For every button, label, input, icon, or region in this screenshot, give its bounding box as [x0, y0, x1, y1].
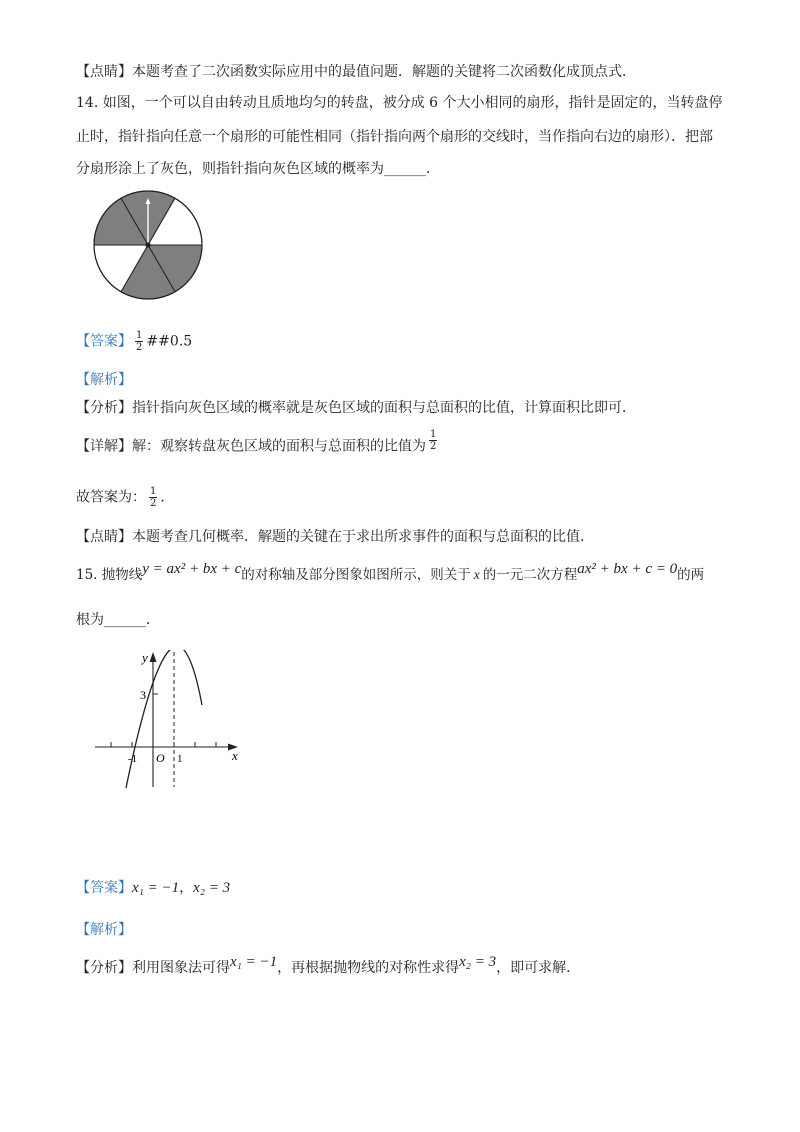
xiangjie-14: [76, 429, 440, 458]
q14-line-1: 14. 如图，一个可以自由转动且质地均匀的转盘，被分成 6 个大小相同的扇形，指针是固定的，当转盘停: [76, 95, 723, 111]
origin-label: O: [156, 751, 165, 765]
q15-variable: x: [473, 567, 480, 582]
answer-alt: ##0.5: [146, 333, 193, 350]
parabola-curve: [126, 650, 202, 788]
q15-mid2: 的一元二次方程: [482, 567, 578, 583]
fraction-denominator: 2: [430, 441, 437, 452]
answer-fraction: [135, 330, 143, 353]
parabola-graph: [92, 650, 242, 790]
fenxi-tag: 【分析】: [76, 960, 132, 976]
fenxi-14: [76, 398, 636, 418]
guda-text: 故答案为：: [76, 489, 146, 506]
q14-line-3: 分扇形涂上了灰色，则指针指向灰色区域的概率为______．: [76, 161, 440, 177]
y-tick-label-3: 3: [140, 688, 146, 702]
dianjing-14: [76, 527, 594, 547]
x-axis-label: x: [232, 748, 238, 763]
q15-quadratic-equation: ax² + bx + c = 0: [577, 561, 678, 577]
fraction-denominator: 2: [136, 342, 143, 353]
answer-tag: 【答案】: [76, 333, 132, 350]
fenxi-text: 指针指向灰色区域的概率就是灰色区域的面积与总面积的比值，计算面积比即可．: [132, 400, 636, 416]
dianjing-tag: 【点睛】: [76, 64, 132, 80]
fenxi-root-2: x₂ = 3: [459, 954, 497, 970]
xiangjie-tag: 【详解】: [76, 438, 132, 455]
fenxi-tag: 【分析】: [76, 400, 132, 416]
fenxi-text-1: 利用图象法可得: [132, 960, 230, 976]
y-axis-label: y: [142, 650, 148, 665]
x-tick-label-neg1: -1: [128, 753, 138, 765]
dianjing-text: 本题考查了二次函数实际应用中的最值问题．解题的关键将二次函数化成顶点式．: [132, 64, 636, 80]
y-axis-arrow-icon: [150, 652, 157, 662]
q15-line-2: 根为______．: [76, 612, 160, 628]
dianjing-tag: 【点睛】: [76, 529, 132, 545]
jiexi-15: 【解析】: [76, 922, 132, 938]
q15-parabola-equation: y = ax² + bx + c: [142, 561, 242, 577]
x-axis-ticks: [111, 742, 216, 747]
answer-separator: ，: [179, 880, 194, 896]
dianjing-13: [76, 62, 636, 82]
answer-root-1: x₁ = −1: [132, 880, 180, 896]
xiangjie-text: 解：观察转盘灰色区域的面积与总面积的比值为: [132, 438, 426, 455]
fraction-numerator: 1: [430, 429, 437, 440]
answer-root-2: x₂ = 3: [193, 880, 231, 896]
fenxi-root-1: x₁ = −1: [230, 954, 278, 970]
answer-14: [76, 330, 192, 353]
q15-line-1: [76, 561, 705, 585]
fenxi-text-2: ，再根据抛物线的对称性求得: [277, 960, 460, 976]
q15-prefix: 15. 抛物线: [76, 567, 143, 583]
answer-15: [76, 878, 230, 898]
xiangjie-fraction: [429, 429, 437, 452]
fenxi-15: [76, 954, 581, 978]
dianjing-text: 本题考查几何概率．解题的关键在于求出所求事件的面积与总面积的比值．: [132, 529, 594, 545]
x-tick-label-1: 1: [177, 753, 183, 765]
fraction-numerator: 1: [136, 330, 143, 341]
guda-14: [76, 486, 174, 509]
fenxi-text-3: ，即可求解．: [496, 960, 581, 976]
fraction-numerator: 1: [150, 486, 157, 497]
spinner-center: [145, 242, 150, 247]
q14-line-2: 止时，指针指向任意一个扇形的可能性相同（指针指向两个扇形的交线时，当作指向右边的扇形）．把部: [76, 129, 713, 145]
answer-tag: 【答案】: [76, 880, 132, 896]
q15-mid: 的对称轴及部分图象如图所示，则关于: [241, 567, 471, 583]
guda-end: ．: [160, 489, 175, 506]
fraction-denominator: 2: [150, 498, 157, 509]
guda-fraction: [149, 486, 157, 509]
spinner-figure: [92, 189, 204, 301]
jiexi-14: 【解析】: [76, 372, 132, 388]
q15-suffix: 的两: [677, 567, 705, 583]
